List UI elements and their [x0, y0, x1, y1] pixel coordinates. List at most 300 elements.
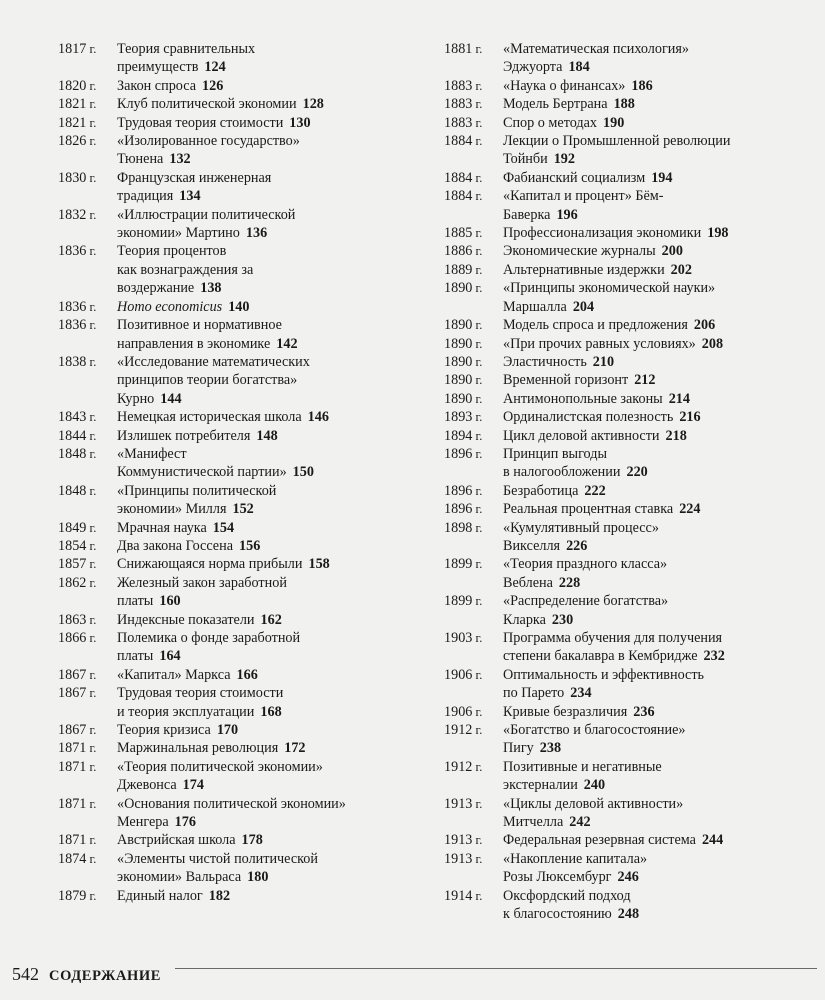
entry-year-number: 1884: [444, 188, 473, 205]
entry-year: [444, 445, 503, 463]
entry-year: [444, 758, 503, 776]
toc-entry: [58, 353, 430, 408]
entry-title-line: Федеральная резервная система: [503, 832, 696, 849]
entry-page-number[interactable]: 222: [584, 482, 606, 499]
entry-year: [444, 371, 503, 389]
entry-page-number[interactable]: 140: [228, 298, 250, 315]
entry-title-line: Закон спроса: [117, 77, 197, 94]
entry-text: [117, 684, 430, 721]
entry-year-suffix: г.: [86, 446, 97, 461]
entry-year: [444, 335, 503, 353]
entry-title-line: «Капитал» Маркса: [117, 666, 231, 683]
entry-title-line: Коммунистической партии»: [117, 464, 287, 481]
entry-text: [503, 390, 816, 408]
entry-year-number: 1862: [58, 574, 87, 591]
entry-year-number: 1914: [444, 887, 473, 904]
entry-text: [117, 427, 430, 445]
entry-title-line: Немецкая историческая школа: [117, 409, 302, 426]
toc-entry: [58, 95, 430, 113]
toc-entry: [58, 684, 430, 721]
entry-title-line: Клуб политической экономии: [117, 96, 297, 113]
entry-title-line: «Изолированное государство»: [117, 133, 300, 150]
entry-page-number[interactable]: 132: [169, 151, 191, 168]
entry-page-number[interactable]: 174: [182, 777, 204, 794]
entry-year-number: 1836: [58, 317, 87, 334]
entry-page-number[interactable]: 188: [613, 96, 635, 113]
entry-page-number[interactable]: 196: [556, 206, 578, 223]
entry-year-suffix: г.: [86, 686, 97, 701]
entry-year: [58, 850, 117, 868]
entry-text: [503, 242, 816, 260]
entry-title-line: Позитивные и негативные: [503, 758, 662, 775]
entry-year-suffix: г.: [472, 226, 483, 241]
entry-year: [58, 77, 117, 95]
entry-year-suffix: г.: [86, 796, 97, 811]
entry-text: [503, 187, 816, 224]
entry-title-line: Модель спроса и предложения: [503, 317, 688, 334]
entry-page-number[interactable]: 224: [679, 501, 701, 518]
entry-page-number[interactable]: 158: [308, 556, 330, 573]
entry-title-line: «Математическая психология»: [503, 41, 690, 57]
entry-year: [58, 519, 117, 537]
entry-year-suffix: г.: [86, 207, 97, 222]
toc-entry: [58, 114, 430, 132]
entry-title-line: и теория эксплуатации: [117, 703, 255, 720]
entry-year-number: 1867: [58, 722, 87, 739]
entry-text: [117, 537, 430, 555]
entry-text: [503, 224, 816, 242]
entry-title-line: к благосостоянию: [503, 906, 612, 923]
entry-title-line: Индексные показатели: [117, 611, 255, 628]
entry-year-number: 1899: [444, 593, 473, 610]
entry-year-suffix: г.: [86, 612, 97, 627]
entry-title-line: Снижающаяся норма прибыли: [117, 556, 303, 573]
entry-year-suffix: г.: [472, 170, 483, 185]
entry-year: [444, 519, 503, 537]
entry-page-number[interactable]: 136: [245, 225, 268, 242]
entry-year-suffix: г.: [472, 281, 483, 296]
entry-page-number[interactable]: 160: [159, 593, 181, 610]
entry-page-number[interactable]: 236: [633, 703, 655, 720]
entry-year: [444, 242, 503, 260]
entry-year-number: 1890: [444, 372, 473, 389]
entry-title-line: Экономические журналы: [503, 243, 656, 260]
toc-entry: [58, 758, 430, 795]
entry-page-number[interactable]: 242: [569, 814, 591, 831]
entry-text: [117, 242, 430, 297]
entry-title-line: Кларка: [503, 611, 546, 628]
entry-title-line: платы: [117, 593, 154, 610]
entry-year-suffix: г.: [472, 723, 483, 738]
entry-title-line: Реальная процентная ставка: [503, 501, 674, 518]
entry-text: [503, 795, 816, 832]
toc-entry: [444, 132, 816, 169]
entry-title-line: «Накопление капитала»: [503, 850, 648, 867]
entry-page-number[interactable]: 162: [260, 611, 282, 628]
entry-title-line: преимуществ: [117, 59, 199, 76]
entry-title-line: Менгера: [117, 814, 169, 831]
entry-title-line: Временной горизонт: [503, 372, 629, 389]
toc-entry: [444, 850, 816, 887]
entry-page-number[interactable]: 238: [539, 740, 562, 757]
entry-year-number: 1849: [58, 519, 87, 536]
entry-text: [503, 519, 816, 556]
entry-page-number[interactable]: 164: [159, 648, 181, 665]
entry-year: [444, 40, 503, 58]
entry-title-line: принципов теории богатства»: [117, 372, 298, 389]
entry-page-number[interactable]: 214: [668, 390, 690, 407]
entry-page-number[interactable]: 208: [701, 335, 724, 352]
entry-title-line: Оптимальность и эффективность: [503, 666, 704, 683]
entry-title-line: Викселля: [503, 537, 561, 554]
entry-year-suffix: г.: [472, 115, 483, 130]
toc-entry: [444, 390, 816, 408]
entry-year: [58, 114, 117, 132]
entry-year-suffix: г.: [86, 888, 97, 903]
entry-page-number[interactable]: 212: [634, 372, 656, 389]
entry-page-number[interactable]: 144: [160, 390, 182, 407]
entry-page-number[interactable]: 232: [703, 648, 725, 665]
entry-year-suffix: г.: [472, 631, 483, 645]
entry-year-suffix: г.: [86, 631, 97, 645]
entry-text: [117, 887, 430, 905]
entry-year-number: 1874: [58, 850, 87, 867]
entry-year-suffix: г.: [86, 78, 97, 93]
entry-page-number[interactable]: 200: [661, 243, 683, 260]
entry-text: [503, 831, 816, 849]
toc-entry: [444, 95, 816, 113]
toc-entry: [444, 261, 816, 279]
entry-text: [117, 758, 430, 795]
entry-page-number[interactable]: 152: [232, 501, 254, 518]
toc-entry: [444, 427, 816, 445]
entry-title-line: «Манифест: [117, 445, 187, 462]
entry-title-line: «Теория политической экономии»: [117, 758, 323, 775]
toc-entry: [58, 666, 430, 684]
entry-year-suffix: г.: [86, 134, 97, 149]
entry-year-number: 1826: [58, 133, 87, 150]
entry-year-suffix: г.: [472, 557, 483, 572]
entry-year-suffix: г.: [86, 741, 97, 756]
entry-page-number[interactable]: 244: [701, 832, 724, 849]
entry-year-suffix: г.: [86, 170, 97, 185]
toc-entry: [444, 77, 816, 95]
entry-title-line: Альтернативные издержки: [503, 261, 665, 278]
entry-year: [58, 132, 117, 150]
entry-year-number: 1884: [444, 133, 473, 150]
entry-year-number: 1820: [58, 77, 87, 94]
entry-text: [503, 721, 816, 758]
toc-entry: [58, 445, 430, 482]
entry-year: [58, 316, 117, 334]
entry-year-number: 1906: [444, 666, 473, 683]
entry-year-number: 1830: [58, 169, 87, 186]
toc-entry: [58, 721, 430, 739]
entry-text: [117, 482, 430, 519]
entry-text: [503, 261, 816, 279]
entry-page-number[interactable]: 148: [256, 427, 278, 444]
entry-page-number[interactable]: 170: [216, 722, 239, 739]
entry-year-suffix: г.: [472, 354, 483, 369]
entry-year: [58, 298, 117, 316]
entry-title-line: «Принципы экономической науки»: [503, 280, 716, 297]
entry-text: [117, 95, 430, 113]
toc-entry: [58, 887, 430, 905]
entry-title-line: Тюнена: [117, 151, 164, 168]
entry-page-number[interactable]: 246: [617, 869, 639, 886]
entry-page-number[interactable]: 234: [570, 685, 592, 702]
entry-year-suffix: г.: [472, 667, 483, 682]
page-footer: [12, 963, 815, 987]
entry-page-number[interactable]: 206: [693, 317, 716, 334]
entry-text: [503, 335, 816, 353]
entry-title-line: Тойнби: [503, 151, 548, 168]
entry-year-suffix: г.: [472, 336, 483, 351]
toc-entry: [444, 279, 816, 316]
entry-page-number[interactable]: 168: [260, 703, 282, 720]
entry-year-number: 1843: [58, 409, 87, 426]
entry-year-number: 1844: [58, 427, 87, 444]
toc-entry: [58, 850, 430, 887]
entry-page-number[interactable]: 146: [307, 409, 329, 426]
toc-entry: [444, 703, 816, 721]
entry-year-suffix: г.: [472, 318, 483, 333]
entry-year-suffix: г.: [472, 262, 483, 277]
entry-page-number[interactable]: 156: [239, 537, 261, 554]
entry-year: [58, 887, 117, 905]
entry-year: [58, 629, 117, 647]
entry-text: [503, 316, 816, 334]
entry-title-line: Полемика о фонде заработной: [117, 630, 301, 646]
entry-text: [503, 408, 816, 426]
toc-entry: [444, 519, 816, 556]
entry-page-number[interactable]: 150: [292, 464, 314, 481]
entry-title-line: Пигу: [503, 740, 534, 757]
entry-year: [444, 629, 503, 647]
entry-page-number[interactable]: 126: [202, 77, 224, 94]
entry-year-number: 1836: [58, 298, 87, 315]
entry-title-line: Теория сравнительных: [117, 41, 256, 57]
toc-entry: [444, 721, 816, 758]
entry-year: [58, 611, 117, 629]
entry-year-number: 1890: [444, 280, 473, 297]
section-label: СОДЕРЖАНИЕ: [49, 968, 162, 984]
entry-year-suffix: г.: [86, 299, 97, 314]
entry-page-number[interactable]: 166: [236, 666, 258, 683]
entry-title-line: Розы Люксембург: [503, 869, 612, 886]
entry-year: [444, 353, 503, 371]
entry-year-suffix: г.: [472, 704, 483, 719]
toc-entry: [444, 316, 816, 334]
toc-entry: [58, 132, 430, 169]
entry-year: [444, 427, 503, 445]
entry-title-line: Курно: [117, 390, 155, 407]
entry-title-line: Мрачная наука: [117, 519, 207, 536]
entry-text: [503, 592, 816, 629]
entry-page-number[interactable]: 138: [200, 280, 222, 297]
entry-year-number: 1848: [58, 445, 87, 462]
toc-entry: [444, 592, 816, 629]
entry-page-number[interactable]: 194: [651, 169, 673, 186]
entry-title-line: Маржинальная революция: [117, 740, 279, 757]
entry-year: [58, 721, 117, 739]
entry-title-line: Профессионализация экономики: [503, 225, 702, 242]
entry-page-number[interactable]: 186: [631, 77, 653, 94]
entry-year-number: 1890: [444, 335, 473, 352]
entry-year-suffix: г.: [86, 575, 97, 590]
entry-page-number[interactable]: 130: [289, 114, 311, 131]
entry-title-line: «Теория праздного класса»: [503, 556, 668, 573]
entry-year-suffix: г.: [472, 42, 483, 56]
entry-year-suffix: г.: [86, 115, 97, 130]
entry-page-number[interactable]: 176: [174, 814, 196, 831]
entry-text: [117, 40, 430, 77]
entry-year: [444, 390, 503, 408]
entry-year-number: 1886: [444, 243, 473, 260]
entry-page-number[interactable]: 184: [568, 59, 590, 76]
toc-entry: [444, 169, 816, 187]
entry-text: [117, 77, 430, 95]
entry-text: [503, 482, 816, 500]
toc-entry: [58, 169, 430, 206]
entry-page-number[interactable]: 128: [302, 96, 324, 113]
entry-year: [444, 279, 503, 297]
entry-text: [117, 739, 430, 757]
entry-title-line: экономии» Милля: [117, 501, 227, 518]
toc-entry: [444, 335, 816, 353]
entry-title-line: Кривые безразличия: [503, 703, 628, 720]
entry-year-number: 1913: [444, 795, 473, 812]
entry-year-number: 1838: [58, 353, 87, 370]
entry-page-number[interactable]: 230: [551, 611, 574, 628]
entry-title-line: Эластичность: [503, 353, 587, 370]
entry-page-number[interactable]: 248: [617, 906, 640, 923]
entry-text: [117, 445, 430, 482]
entry-year-suffix: г.: [86, 42, 97, 56]
toc-entry: [58, 408, 430, 426]
entry-page-number[interactable]: 226: [566, 537, 588, 554]
entry-year-number: 1867: [58, 666, 87, 683]
entry-year: [58, 666, 117, 684]
entry-page-number[interactable]: 218: [665, 427, 687, 444]
toc-entry: [444, 224, 816, 242]
entry-year-suffix: г.: [472, 391, 483, 406]
entry-year: [444, 850, 503, 868]
entry-year-number: 1896: [444, 501, 473, 518]
toc-entry: [444, 445, 816, 482]
entry-year-suffix: г.: [472, 134, 483, 149]
toc-entry: [58, 316, 430, 353]
entry-year-number: 1889: [444, 261, 473, 278]
entry-title-line: Спор о методах: [503, 114, 598, 131]
entry-page-number[interactable]: 198: [707, 225, 729, 242]
entry-text: [503, 371, 816, 389]
toc-entry: [444, 666, 816, 703]
entry-text: [503, 95, 816, 113]
toc-entry: [58, 482, 430, 519]
toc-entry: [444, 114, 816, 132]
entry-page-number[interactable]: 172: [284, 740, 306, 757]
entry-year: [58, 408, 117, 426]
entry-year: [58, 242, 117, 260]
entry-year-suffix: г.: [86, 520, 97, 535]
entry-page-number[interactable]: 178: [241, 832, 263, 849]
entry-page-number[interactable]: 182: [208, 887, 231, 904]
toc-entry: [444, 408, 816, 426]
entry-title-line: Два закона Госсена: [117, 537, 233, 554]
entry-text: [117, 206, 430, 243]
entry-page-number[interactable]: 210: [592, 353, 615, 370]
entry-page-number[interactable]: 124: [204, 59, 226, 76]
entry-title-line: Трудовая теория стоимости: [117, 114, 284, 131]
toc-entry: [58, 611, 430, 629]
entry-page-number[interactable]: 240: [583, 777, 606, 794]
toc-entry: [444, 629, 816, 666]
entry-year-suffix: г.: [472, 373, 483, 388]
entry-year: [444, 703, 503, 721]
entry-page-number[interactable]: 228: [558, 574, 581, 591]
entry-title-line: Единый налог: [117, 887, 203, 904]
entry-title-line: в налогообложении: [503, 464, 621, 481]
toc-entry: [58, 831, 430, 849]
entry-page-number[interactable]: 180: [247, 869, 269, 886]
toc-entry: [58, 242, 430, 297]
entry-year: [58, 537, 117, 555]
entry-year: [444, 95, 503, 113]
toc-entry: [58, 795, 430, 832]
entry-year: [444, 666, 503, 684]
toc-entry: [444, 555, 816, 592]
entry-title-line: платы: [117, 648, 154, 665]
entry-page-number[interactable]: 220: [626, 464, 648, 481]
entry-title-line: Теория процентов: [117, 243, 227, 260]
entry-page-number[interactable]: 154: [212, 519, 235, 536]
entry-text: [503, 629, 816, 666]
entry-page-number[interactable]: 204: [572, 298, 595, 315]
entry-text: [117, 316, 430, 353]
entry-title-line: Митчелла: [503, 814, 564, 831]
entry-text: [117, 132, 430, 169]
toc-entry: [444, 353, 816, 371]
entry-year-suffix: г.: [86, 483, 97, 498]
entry-page-number[interactable]: 142: [276, 335, 298, 352]
entry-title-line: Джевонса: [117, 777, 177, 794]
entry-year-number: 1903: [444, 630, 473, 646]
entry-page-number[interactable]: 134: [179, 188, 201, 205]
entry-text: [117, 721, 430, 739]
entry-year-number: 1871: [58, 832, 87, 849]
entry-year: [58, 353, 117, 371]
entry-year: [58, 169, 117, 187]
entry-title-line: Теория кризиса: [117, 722, 211, 739]
entry-title-line: традиция: [117, 188, 174, 205]
entry-page-number[interactable]: 190: [603, 114, 625, 131]
entry-page-number[interactable]: 216: [679, 409, 701, 426]
entry-title-line: «Основания политической экономии»: [117, 795, 346, 812]
entry-title-line: направления в экономике: [117, 335, 271, 352]
entry-page-number[interactable]: 202: [670, 261, 692, 278]
entry-year-number: 1913: [444, 832, 473, 849]
entry-text: [503, 555, 816, 592]
entry-year-suffix: г.: [86, 557, 97, 572]
entry-title-line: Австрийская школа: [117, 832, 236, 849]
entry-year: [444, 887, 503, 905]
entry-year-suffix: г.: [86, 354, 97, 369]
entry-page-number[interactable]: 192: [553, 151, 575, 168]
entry-text: [117, 831, 430, 849]
entry-year-suffix: г.: [86, 538, 97, 553]
entry-text: [503, 666, 816, 703]
